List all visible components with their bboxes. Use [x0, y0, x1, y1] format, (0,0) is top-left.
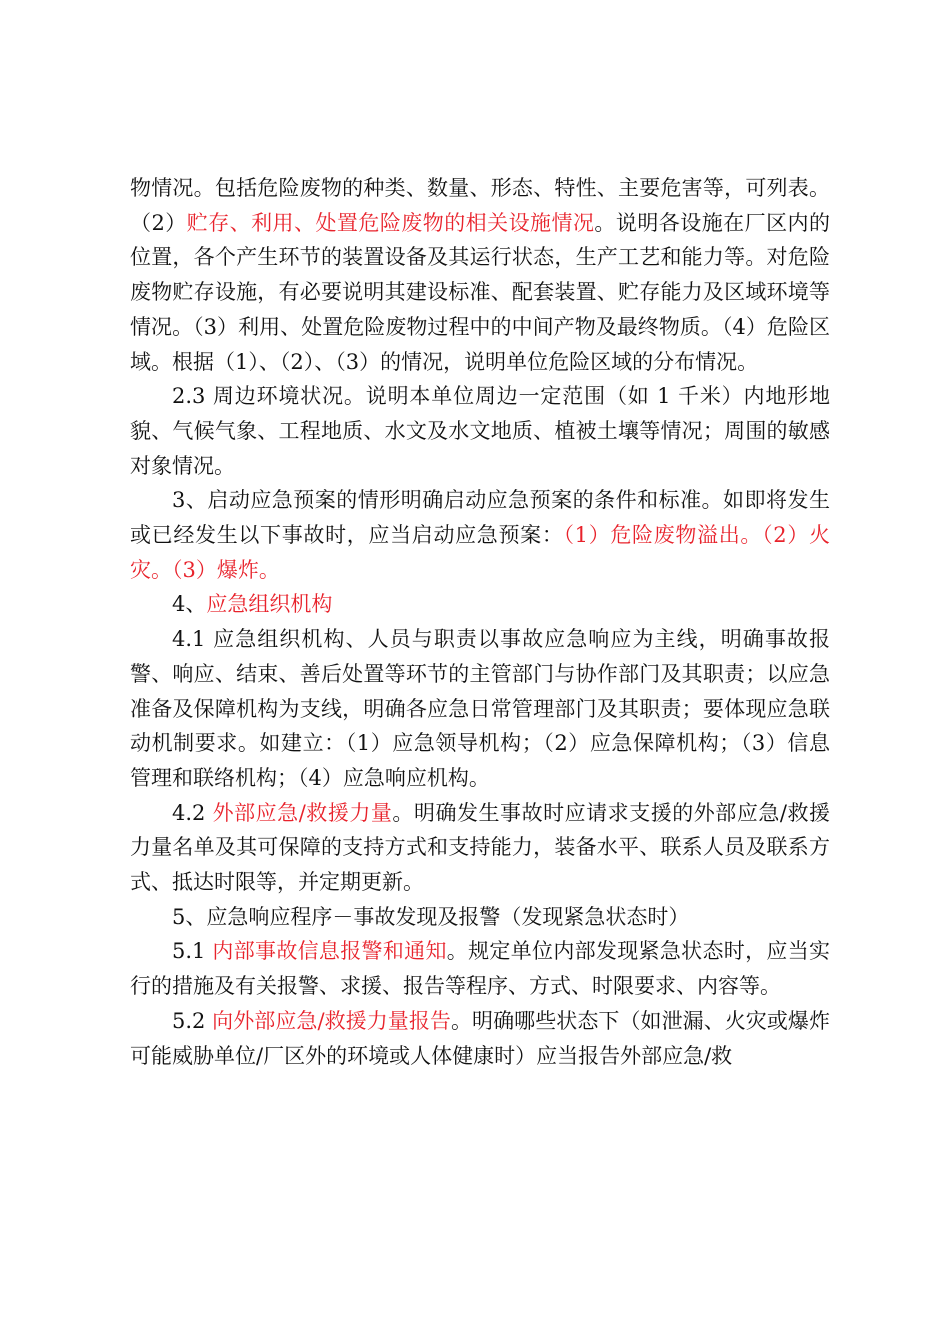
paragraph-4-2-external-rescue [130, 796, 830, 900]
highlight-segment: 外部应急/救援力量 [212, 800, 393, 825]
text-segment: 2.3 周边环境状况。说明本单位周边一定范围（如 1 千米）内地形地貌、气候气象、工程地质、水文及水文地质、植被土壤等情况；周围的敏感对象情况。 [130, 384, 830, 478]
text-segment: 。规定单位内部发现紧急状态时，应当实行的措施及有关报警、求援、报告等程序、方式、时限要求、内容等。 [130, 939, 831, 999]
text-segment: 。明确发生事故时应请求支援的外部应急/救援力量名单及其可保障的支持方式和支持能力，装备水平、联系人员及联系方式、抵达时限等，并定期更新。 [130, 800, 831, 895]
section-heading: 应急组织机构 [206, 592, 333, 617]
paragraph-5-1-internal-alarm [130, 934, 830, 1003]
text-segment: 4、 [172, 592, 207, 617]
text-segment: 4.2 [172, 800, 213, 825]
highlight-segment: （1）危险废物溢出。（2）火灾。（3）爆炸。 [130, 523, 830, 582]
paragraph-hazardous-waste-info [130, 171, 830, 379]
paragraph-5-2-external-report [130, 1004, 830, 1073]
text-segment: 3、启动应急预案的情形明确启动应急预案的条件和标准。如即将发生或已经发生以下事故时，应当启动应急预案： [130, 488, 830, 548]
paragraph-3-activation-conditions [130, 483, 830, 587]
text-segment: 物情况。包括危险废物的种类、数量、形态、特性、主要危害等，可列表。（2） [130, 176, 830, 235]
document-body [130, 171, 830, 1073]
highlight-segment: 内部事故信息报警和通知 [212, 939, 447, 964]
paragraph-4-1-organization [130, 622, 830, 796]
text-segment: 5.2 [172, 1008, 213, 1033]
paragraph-4-heading [130, 587, 830, 622]
text-segment: 5、应急响应程序－事故发现及报警（发现紧急状态时） [172, 904, 690, 929]
text-segment: 。明确哪些状态下（如泄漏、火灾或爆炸可能威胁单位/厂区外的环境或人体健康时）应当报告外部应急/救 [130, 1008, 830, 1068]
text-segment: 5.1 [172, 939, 213, 964]
text-segment: 。说明各设施在厂区内的位置，各个产生环节的装置设备及其运行状态，生产工艺和能力等。对危险废物贮存设施，有必要说明其建设标准、配套装置、贮存能力及区域环境等情况。（3）利用、处置危险废物过程中的中间产物及最终物质。（4）危险区域。根据（1）、（2）、（3）的情况，说明单位危险区域的分布情况。 [130, 210, 830, 374]
text-segment: 4.1 应急组织机构、人员与职责以事故应急响应为主线，明确事故报警、响应、结束、善后处置等环节的主管部门与协作部门及其职责；以应急准备及保障机构为支线，明确各应急日常管理部门及其职责；要体现应急联动机制要求。如建立：（1）应急领导机构；（2）应急保障机构；（3）信息管理和联络机构；（4）应急响应机构。 [130, 627, 830, 790]
highlight-segment: 贮存、利用、处置危险废物的相关设施情况 [186, 210, 595, 235]
paragraph-5-heading [130, 900, 830, 935]
paragraph-2-3-surroundings [130, 379, 830, 483]
highlight-segment: 向外部应急/救援力量报告 [212, 1008, 451, 1033]
